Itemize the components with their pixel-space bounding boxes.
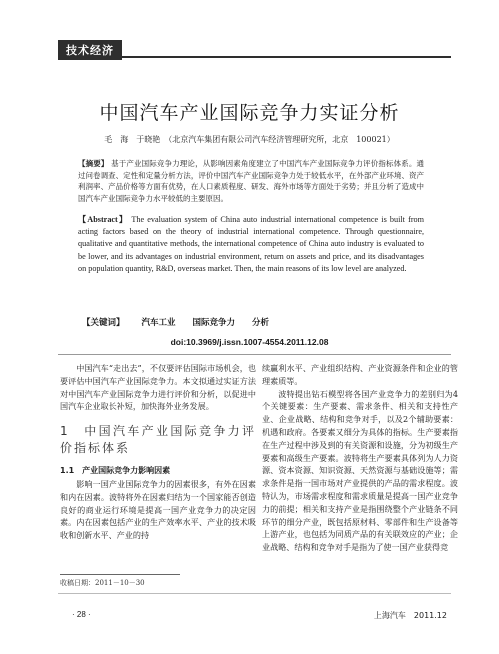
footer-rule — [58, 593, 451, 594]
abstract-divider — [58, 354, 451, 355]
abstract-en-label: 【Abstract】 — [78, 215, 129, 224]
received-date: 收稿日期：2011－10－30 — [60, 574, 180, 588]
left-column — [60, 362, 256, 542]
keyword-2: 国际竞争力 — [192, 318, 235, 328]
abstract-en-text: The evaluation system of China auto industrial international competence is built from acting factors based on the theory of industrial international competence. Through questionnaire, qualitative and quantitative methods, the international competence of China auto industry is evaluated to be lower, and its advantages on industrial environment, return on assets and price, and its disadvantages on population quantity, R&D, overseas market. Then, the main reasons of its low level are analyzed. — [78, 215, 425, 273]
keywords-label: 【关键词】 — [82, 318, 125, 328]
right-column — [262, 362, 458, 554]
subsection-1-1-text: 影响一国产业国际竞争力的因素很多，有外在因素和内在因素。波特将外在因素归结为一个国家能否创造良好的商业运行环境是提高一国产业竞争力的决定因素。内在因素包括产业的生产效率水平、产业的技术吸收和创新水平、产业的持 — [60, 478, 256, 541]
keywords — [82, 316, 283, 328]
right-paragraph-2: 波特提出钻石模型将各国产业竞争力的差别归为4个关键要素：生产要素、需求条件、相关和支持性产业、企业战略、结构和竞争对手，以及2个辅助要素：机遇和政府。各要素又细分为具体的指标。生产要素指在生产过程中涉及到的有关资源和设施，分为初级生产要素和高级生产要素。波特将生产要素具体列为人力资源、资本资源、知识资源、天然资源与基础设施等；需求条件是指一国市场对产业提供的产品的需求程度。波特认为，市场需求程度和需求质量是提高一国产业竞争力的前提；相关和支持产业是指围绕整个产业链条不同环节的细分产业，既包括原材料、零部件和生产设备等上游产业，也包括为同质产品的有关联效应的产业；企业战略、结构和竞争对手是指为了使一国产业获得竞 — [262, 388, 458, 553]
abstract-en — [78, 214, 424, 275]
section-1-heading: 1 中国汽车产业国际竞争力评价指标体系 — [60, 424, 256, 456]
journal-name: 上海汽车 2011.12 — [373, 611, 447, 620]
keyword-1: 汽车工业 — [141, 318, 176, 328]
abstract-cn — [78, 158, 424, 204]
abstract-cn-text: 基于产业国际竞争力理论，从影响因素角度建立了中国汽车产业国际竞争力评价指标体系。通过问卷调查、定性和定量分析方法，评价中国汽车产业国际竞争力处于较低水平，在外部产业环境、资产利润率、产品价格等方面有优势，在人口素质程度、研发、海外市场等方面处于劣势；并且分析了造成中国汽车产业国际竞争力水平较低的主要原因。 — [78, 159, 425, 203]
subsection-1-1-heading: 1.1 产业国际竞争力影响因素 — [60, 466, 171, 476]
abstract-cn-label: 【摘要】 — [78, 159, 109, 168]
article-title: 中国汽车产业国际竞争力实证分析 — [99, 102, 400, 124]
page-number: · 28 · — [72, 610, 91, 619]
author-line: 毛 海 于晓艳 （北京汽车集团有限公司汽车经济管理研究所，北京 100021） — [104, 135, 395, 144]
keyword-3: 分析 — [251, 318, 269, 328]
section-tag: 技术经济 — [58, 40, 122, 60]
right-paragraph-1: 续赢利水平、产业组织结构、产业资源条件和企业的管理素质等。 — [262, 363, 458, 386]
intro-paragraph: 中国汽车“走出去”，不仅要评估国际市场机会，也要评估中国汽车产业国际竞争力。本文拟通过实证方法对中国汽车产业国际竞争力进行评价和分析，以促进中国汽车企业取长补短，加快海外业务发展。 — [60, 363, 256, 412]
header-rule — [58, 56, 451, 58]
doi[interactable]: doi:10.3969/j.issn.1007-4554.2011.12.08 — [170, 337, 329, 347]
